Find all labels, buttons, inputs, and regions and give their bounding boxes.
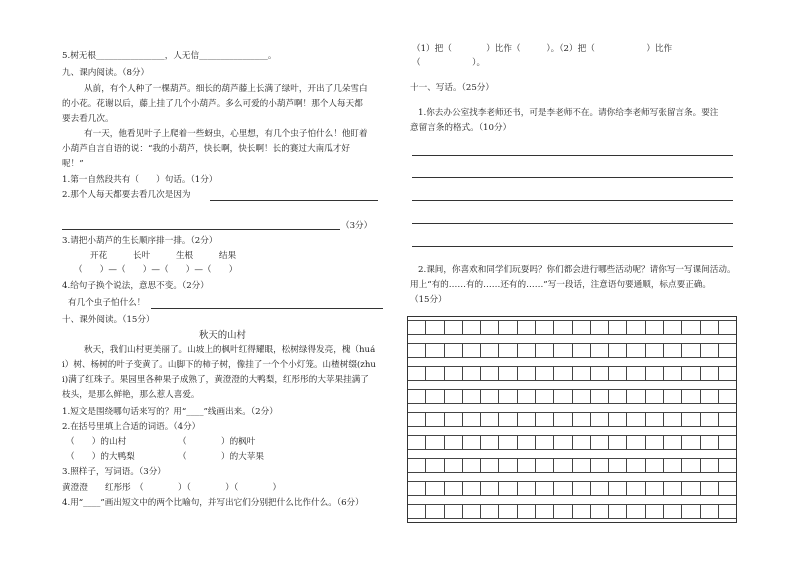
grid-cell[interactable]: [518, 389, 536, 404]
grid-cell[interactable]: [682, 504, 700, 519]
grid-cell[interactable]: [719, 435, 736, 450]
grid-cell[interactable]: [445, 366, 463, 381]
grid-cell[interactable]: [408, 412, 426, 427]
grid-cell[interactable]: [463, 504, 481, 519]
grid-cell[interactable]: [591, 320, 609, 335]
grid-cell[interactable]: [445, 320, 463, 335]
grid-cell[interactable]: [573, 320, 591, 335]
grid-cell[interactable]: [573, 504, 591, 519]
grid-cell[interactable]: [682, 343, 700, 358]
grid-cell[interactable]: [518, 320, 536, 335]
grid-cell[interactable]: [445, 504, 463, 519]
grid-cell[interactable]: [554, 366, 572, 381]
grid-cell[interactable]: [536, 320, 554, 335]
fill-blank: （ ）的大苹果: [178, 452, 264, 462]
grid-cell[interactable]: [518, 458, 536, 473]
grid-cell[interactable]: [573, 458, 591, 473]
grid-cell[interactable]: [518, 366, 536, 381]
grid-cell[interactable]: [664, 412, 682, 427]
grid-cell[interactable]: [664, 366, 682, 381]
grid-cell[interactable]: [518, 412, 536, 427]
grid-cell[interactable]: [463, 435, 481, 450]
grid-cell[interactable]: [408, 504, 426, 519]
grid-cell[interactable]: [664, 435, 682, 450]
grid-cell[interactable]: [408, 389, 426, 404]
grid-cell[interactable]: [536, 435, 554, 450]
grid-cell[interactable]: [701, 389, 719, 404]
fill-blank: （ ）的山村: [66, 437, 127, 447]
grid-cell[interactable]: [682, 320, 700, 335]
grid-cell[interactable]: [646, 504, 664, 519]
grid-cell[interactable]: [609, 435, 627, 450]
answer-line[interactable]: [62, 229, 340, 230]
grid-cell[interactable]: [554, 320, 572, 335]
section-9-title: 九、课内阅读。（8分）: [62, 68, 150, 78]
grid-row: [408, 412, 736, 427]
grid-cell[interactable]: [481, 458, 499, 473]
fill-blank: （ ）的大鸭梨: [66, 452, 135, 462]
simile-answer-line: （ ）。: [412, 58, 486, 68]
grid-cell[interactable]: [499, 343, 517, 358]
grid-cell[interactable]: [554, 389, 572, 404]
grid-cell[interactable]: [463, 343, 481, 358]
grid-cell[interactable]: [646, 435, 664, 450]
grid-cell[interactable]: [426, 435, 444, 450]
grid-cell[interactable]: [573, 343, 591, 358]
q9-2-score: （3分）: [341, 221, 373, 231]
grid-cell[interactable]: [518, 343, 536, 358]
grid-cell[interactable]: [609, 481, 627, 496]
grid-cell[interactable]: [426, 481, 444, 496]
section-11-title: 十一、写话。（25分）: [410, 83, 494, 93]
grid-row: [408, 320, 736, 335]
grid-row: [408, 504, 736, 519]
grid-cell[interactable]: [573, 366, 591, 381]
grid-cell[interactable]: [573, 435, 591, 450]
grid-cell[interactable]: [646, 458, 664, 473]
grid-cell[interactable]: [499, 389, 517, 404]
grid-row: [408, 389, 736, 404]
grid-cell[interactable]: [573, 389, 591, 404]
grid-cell[interactable]: [701, 435, 719, 450]
grid-cell[interactable]: [609, 343, 627, 358]
q10-4: 4.用“____”画出短文中的两个比喻句，并写出它们分别把什么比作什么。（6分）: [62, 498, 364, 508]
grid-cell[interactable]: [481, 366, 499, 381]
passage-line: 的小花。花谢以后，藤上挂了几个小葫芦。多么可爱的小葫芦啊！那个人每天都: [62, 99, 363, 109]
grid-cell[interactable]: [554, 458, 572, 473]
grid-row: [408, 343, 736, 358]
grid-cell[interactable]: [518, 481, 536, 496]
grid-cell[interactable]: [426, 366, 444, 381]
grid-cell[interactable]: [719, 481, 736, 496]
grid-cell[interactable]: [426, 389, 444, 404]
grid-cell[interactable]: [536, 504, 554, 519]
grid-cell[interactable]: [408, 458, 426, 473]
grid-row: [408, 481, 736, 496]
writing-grid[interactable]: [407, 316, 737, 523]
grid-cell[interactable]: [536, 366, 554, 381]
article-title: 秋天的山村: [199, 330, 246, 341]
grid-cell[interactable]: [408, 481, 426, 496]
grid-cell[interactable]: [463, 320, 481, 335]
grid-cell[interactable]: [627, 435, 645, 450]
grid-cell[interactable]: [591, 481, 609, 496]
grid-cell[interactable]: [426, 412, 444, 427]
grid-cell[interactable]: [591, 458, 609, 473]
grid-cell[interactable]: [426, 343, 444, 358]
grid-cell[interactable]: [627, 366, 645, 381]
grid-cell[interactable]: [499, 435, 517, 450]
q10-3: 3.照样子，写词语。（3分）: [62, 467, 166, 477]
grid-cell[interactable]: [646, 481, 664, 496]
grid-row: [408, 458, 736, 473]
grid-cell[interactable]: [518, 504, 536, 519]
writing-line[interactable]: [412, 246, 733, 247]
passage-line: 从前，有个人种了一棵葫芦。细长的葫芦藤上长满了绿叶，开出了几朵雪白: [84, 84, 368, 94]
grid-cell[interactable]: [609, 504, 627, 519]
grid-cell[interactable]: [609, 412, 627, 427]
grid-cell[interactable]: [463, 389, 481, 404]
grid-cell[interactable]: [499, 366, 517, 381]
grid-cell[interactable]: [627, 412, 645, 427]
grid-cell[interactable]: [682, 412, 700, 427]
grid-cell[interactable]: [481, 481, 499, 496]
writing-prompt-2: （15分）: [410, 295, 447, 305]
grid-cell[interactable]: [664, 504, 682, 519]
grid-row: [408, 366, 736, 381]
grid-cell[interactable]: [481, 389, 499, 404]
grid-cell[interactable]: [499, 458, 517, 473]
grid-cell[interactable]: [463, 481, 481, 496]
grid-cell[interactable]: [445, 435, 463, 450]
passage-line: 小葫芦自言自语的说：“我的小葫芦，快长啊，快长啊！长的赛过大南瓜才好: [62, 144, 350, 154]
grid-cell[interactable]: [719, 366, 736, 381]
grid-cell[interactable]: [426, 504, 444, 519]
fill-blank: （ ）的枫叶: [178, 437, 256, 447]
grid-cell[interactable]: [701, 320, 719, 335]
grid-cell[interactable]: [573, 412, 591, 427]
grid-cell[interactable]: [646, 389, 664, 404]
grid-cell[interactable]: [536, 458, 554, 473]
grid-cell[interactable]: [445, 481, 463, 496]
q9-2: 2.那个人每天都要去看几次是因为: [62, 190, 191, 200]
grid-cell[interactable]: [463, 366, 481, 381]
grid-cell[interactable]: [426, 320, 444, 335]
article-line: i）树、杨树的叶子变黄了。山脚下的柿子树，像挂了一个个小灯笼。山楂树缀(zhu: [62, 360, 376, 370]
grid-cell[interactable]: [609, 389, 627, 404]
grid-cell[interactable]: [499, 412, 517, 427]
grid-cell[interactable]: [445, 412, 463, 427]
grid-cell[interactable]: [408, 343, 426, 358]
grid-cell[interactable]: [554, 504, 572, 519]
answer-line[interactable]: [210, 200, 378, 201]
grid-cell[interactable]: [499, 481, 517, 496]
grid-cell[interactable]: [627, 320, 645, 335]
passage-line: 呢！”: [62, 159, 84, 169]
writing-prompt-1: 1.你去办公室找李老师还书，可是李老师不在。请你给李老师写张留言条。要注: [418, 108, 719, 118]
grid-cell[interactable]: [536, 412, 554, 427]
grid-cell[interactable]: [609, 458, 627, 473]
grid-cell[interactable]: [481, 320, 499, 335]
grid-cell[interactable]: [682, 366, 700, 381]
writing-prompt-1: 意留言条的格式。（10分）: [410, 123, 512, 133]
order-blanks: （ ）—（ ）—（ ）—（ ）: [74, 265, 238, 275]
q9-3: 3.请把小葫芦的生长顺序排一排。（2分）: [62, 236, 218, 246]
grid-cell[interactable]: [719, 343, 736, 358]
q9-4: 4.给句子换个说法，意思不变。（2分）: [62, 281, 209, 291]
writing-line[interactable]: [412, 155, 733, 156]
grid-cell[interactable]: [591, 366, 609, 381]
grid-cell[interactable]: [682, 458, 700, 473]
grid-cell[interactable]: [719, 504, 736, 519]
grid-cell[interactable]: [554, 412, 572, 427]
grid-cell[interactable]: [591, 412, 609, 427]
grid-cell[interactable]: [554, 435, 572, 450]
passage-line: 要去看几次。: [62, 114, 114, 124]
grid-cell[interactable]: [646, 320, 664, 335]
grid-cell[interactable]: [536, 389, 554, 404]
grid-cell[interactable]: [719, 412, 736, 427]
grid-cell[interactable]: [701, 412, 719, 427]
grid-cell[interactable]: [627, 389, 645, 404]
grid-cell[interactable]: [664, 320, 682, 335]
grid-cell[interactable]: [682, 389, 700, 404]
grid-cell[interactable]: [499, 504, 517, 519]
grid-cell[interactable]: [573, 481, 591, 496]
grid-cell[interactable]: [719, 389, 736, 404]
grid-cell[interactable]: [463, 412, 481, 427]
grid-cell[interactable]: [682, 481, 700, 496]
writing-prompt-2: 2.课间，你喜欢和同学们玩耍吗？你们都会进行哪些活动呢？请你写一写课间活动。: [418, 265, 736, 275]
article-line: 秋天，我们山村更美丽了。山坡上的枫叶红得耀眼，松树绿得发亮，槐（huá: [84, 345, 376, 355]
grid-cell[interactable]: [627, 343, 645, 358]
grid-cell[interactable]: [408, 320, 426, 335]
grid-cell[interactable]: [646, 366, 664, 381]
q5-proverb: 5.树无根________________，人无信________________。: [62, 51, 277, 61]
answer-line[interactable]: [151, 308, 383, 309]
grid-cell[interactable]: [591, 435, 609, 450]
grid-cell[interactable]: [701, 343, 719, 358]
example-words: 黄澄澄 红彤彤 （ ）（ ）（ ）: [62, 483, 282, 493]
grid-cell[interactable]: [536, 343, 554, 358]
writing-prompt-2: 用上“有的……有的……还有的……”写一段话，注意语句要通顺，标点要正确。: [410, 280, 711, 290]
grid-cell[interactable]: [445, 458, 463, 473]
q10-2: 2.在括号里填上合适的词语。（4分）: [62, 422, 201, 432]
grid-cell[interactable]: [518, 435, 536, 450]
writing-line[interactable]: [412, 177, 733, 178]
grid-cell[interactable]: [627, 504, 645, 519]
grid-cell[interactable]: [664, 343, 682, 358]
grid-cell[interactable]: [701, 458, 719, 473]
grid-cell[interactable]: [445, 343, 463, 358]
grid-cell[interactable]: [609, 366, 627, 381]
grid-cell[interactable]: [591, 504, 609, 519]
grid-cell[interactable]: [481, 412, 499, 427]
grid-cell[interactable]: [408, 366, 426, 381]
grid-cell[interactable]: [481, 504, 499, 519]
article-line: 枝头，是那么鲜艳，那么惹人喜爱。: [62, 390, 200, 400]
article-line: i)满了红珠子。果园里各种果子成熟了，黄澄澄的大鸭梨，红彤彤的大苹果挂满了: [62, 375, 369, 385]
q10-1: 1.短文是围绕哪句话来写的？用“____”线画出来。（2分）: [62, 407, 278, 417]
grid-cell[interactable]: [591, 343, 609, 358]
grid-cell[interactable]: [554, 481, 572, 496]
grid-cell[interactable]: [701, 504, 719, 519]
grid-cell[interactable]: [701, 366, 719, 381]
grid-cell[interactable]: [609, 320, 627, 335]
grid-row: [408, 435, 736, 450]
q9-4-sentence: 有几个虫子怕什么！: [68, 298, 146, 308]
grid-cell[interactable]: [646, 412, 664, 427]
section-10-title: 十、课外阅读。（15分）: [62, 315, 155, 325]
order-words: 开花 长叶 生根 结果: [90, 251, 237, 261]
grid-cell[interactable]: [627, 458, 645, 473]
grid-cell[interactable]: [426, 458, 444, 473]
grid-cell[interactable]: [554, 343, 572, 358]
grid-cell[interactable]: [664, 458, 682, 473]
grid-cell[interactable]: [719, 458, 736, 473]
grid-cell[interactable]: [499, 320, 517, 335]
grid-cell[interactable]: [664, 481, 682, 496]
grid-cell[interactable]: [536, 481, 554, 496]
grid-cell[interactable]: [481, 435, 499, 450]
writing-line[interactable]: [412, 200, 733, 201]
writing-line[interactable]: [412, 223, 733, 224]
grid-cell[interactable]: [719, 320, 736, 335]
grid-cell[interactable]: [408, 435, 426, 450]
grid-cell[interactable]: [591, 389, 609, 404]
grid-cell[interactable]: [445, 389, 463, 404]
grid-cell[interactable]: [682, 435, 700, 450]
grid-cell[interactable]: [481, 343, 499, 358]
grid-cell[interactable]: [701, 481, 719, 496]
grid-cell[interactable]: [463, 458, 481, 473]
passage-line: 有一天，他看见叶子上爬着一些蚜虫，心里想，有几个虫子怕什么！他盯着: [84, 129, 368, 139]
simile-answer-line: （1）把（ ）比作（ ）。（2）把（ ）比作: [412, 44, 673, 54]
grid-cell[interactable]: [627, 481, 645, 496]
q9-1: 1.第一自然段共有（ ）句话。（1分）: [62, 175, 218, 185]
grid-cell[interactable]: [646, 343, 664, 358]
grid-cell[interactable]: [664, 389, 682, 404]
